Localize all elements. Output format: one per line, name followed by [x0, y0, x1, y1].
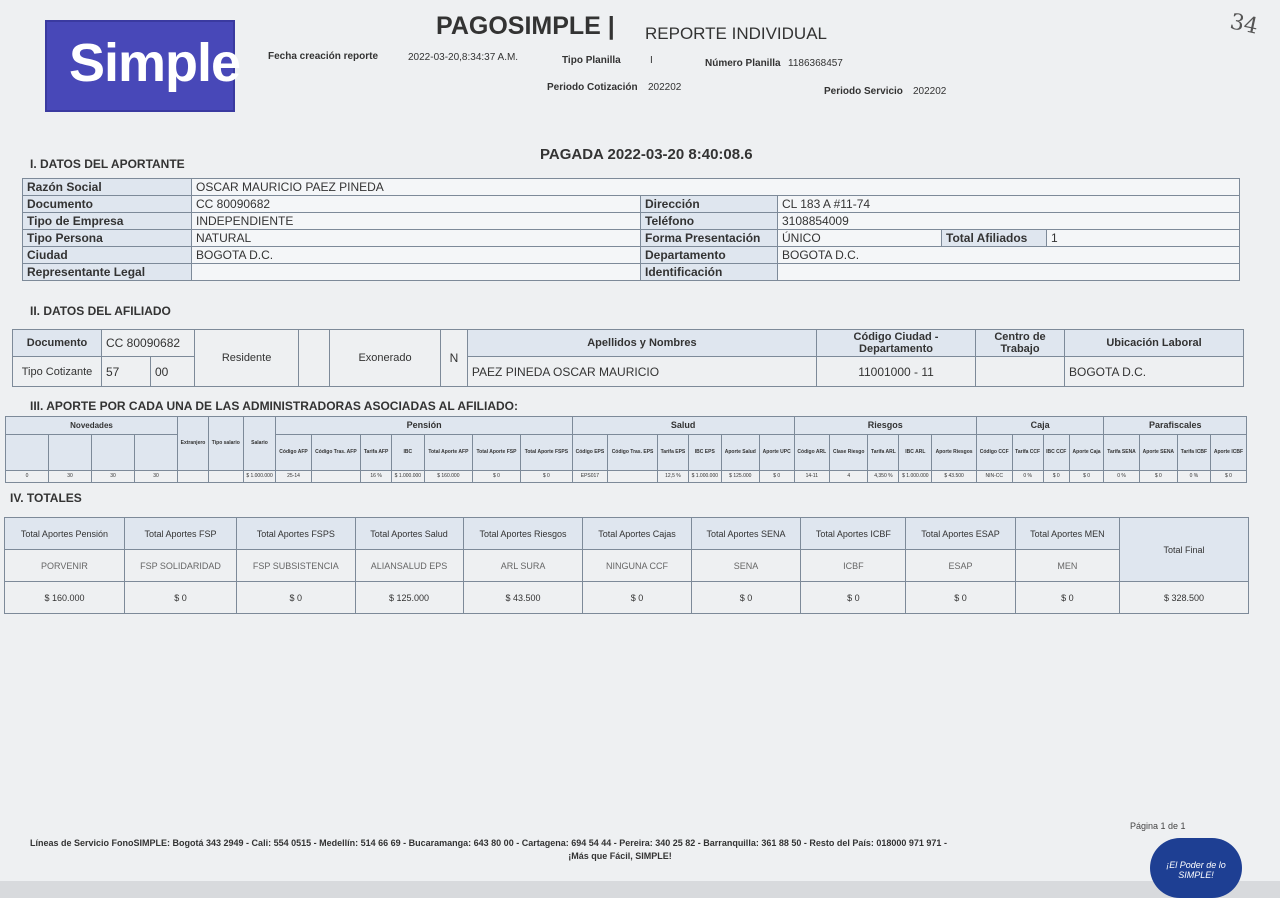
aporte-value-cell: $ 0 — [759, 471, 794, 483]
total-entity-cell: NINGUNA CCF — [583, 550, 691, 582]
aporte-header-cell: Total Aporte FSPS — [520, 435, 572, 471]
footer-lines-text: Líneas de Servicio FonoSIMPLE: Bogotá 343 2949 - Cali: 554 0515 - Medellín: 514 66 69 - Bucaramanga: 643 80 00 - Cartagena: 694 54 44 - Pereira: 340 25 82 - Barranquilla: 361 88 50 - Resto del País: 018000 971 971 - — [30, 838, 947, 848]
aporte-value-cell: 16 % — [361, 471, 392, 483]
total-value-cell: $ 0 — [124, 582, 236, 614]
tipo-persona-label: Tipo Persona — [23, 230, 192, 247]
aporte-value-cell: 0 % — [1178, 471, 1211, 483]
aportante-table — [22, 178, 1240, 281]
aporte-value-cell: 12,5 % — [658, 471, 689, 483]
aporte-header-cell: Aporte ICBF — [1210, 435, 1246, 471]
exonerado-value: N — [440, 330, 467, 387]
group-novedades: Novedades — [6, 417, 178, 435]
aporte-header-cell: IBC ARL — [899, 435, 932, 471]
aporte-value-cell: $ 0 — [472, 471, 520, 483]
novedades-col — [92, 435, 135, 471]
ubicacion-laboral-value: BOGOTA D.C. — [1065, 357, 1244, 387]
codigo-ciudad-label: Código Ciudad - Departamento — [817, 330, 976, 357]
total-header-cell: Total Aportes FSPS — [237, 518, 355, 550]
aporte-header-cell: Código Tras. AFP — [311, 435, 361, 471]
total-header-cell: Total Aportes ICBF — [801, 518, 906, 550]
periodo-servicio-label: Periodo Servicio — [824, 86, 903, 97]
aporte-header-cell: Tarifa EPS — [658, 435, 689, 471]
aporte-value-cell: $ 0 — [1210, 471, 1246, 483]
identificacion-value — [778, 264, 1240, 281]
ubicacion-laboral-label: Ubicación Laboral — [1065, 330, 1244, 357]
group-caja: Caja — [976, 417, 1104, 435]
aporte-value-cell: 0 % — [1104, 471, 1139, 483]
aporte-header-cell: Código EPS — [572, 435, 607, 471]
aporte-value-cell: $ 125.000 — [721, 471, 759, 483]
afiliado-documento-value: CC 80090682 — [102, 330, 195, 357]
aporte-value-cell: NIN-CC — [976, 471, 1012, 483]
tipo-empresa-value: INDEPENDIENTE — [192, 213, 641, 230]
report-title: PAGOSIMPLE | — [436, 12, 615, 40]
payment-status: PAGADA 2022-03-20 8:40:08.6 — [540, 146, 753, 163]
ciudad-value: BOGOTA D.C. — [192, 247, 641, 264]
total-entity-cell: ARL SURA — [463, 550, 583, 582]
tipo-salario-cell — [208, 471, 243, 483]
total-header-cell: Total Aportes Salud — [355, 518, 463, 550]
section-afiliado-title: II. DATOS DEL AFILIADO — [30, 304, 171, 318]
group-parafiscales: Parafiscales — [1104, 417, 1247, 435]
salario-cell: $ 1.000.000 — [243, 471, 276, 483]
page-number: Página 1 de 1 — [1130, 821, 1186, 831]
representante-label: Representante Legal — [23, 264, 192, 281]
aporte-value-cell: $ 1.000.000 — [899, 471, 932, 483]
aporte-value-cell: 4 — [829, 471, 867, 483]
fecha-label: Fecha creación reporte — [268, 51, 379, 62]
tipo-cotizante-value: 57 — [102, 357, 151, 387]
section-aportes-title: III. APORTE POR CADA UNA DE LAS ADMINISTRADORAS ASOCIADAS AL AFILIADO: — [30, 399, 519, 413]
centro-trabajo-label: Centro de Trabajo — [976, 330, 1065, 357]
dias-cell: 0 — [6, 471, 49, 483]
aporte-header-cell: IBC — [391, 435, 424, 471]
razon-social-label: Razón Social — [23, 179, 192, 196]
total-header-cell: Total Aportes SENA — [691, 518, 801, 550]
codigo-ciudad-value: 11001000 - 11 — [817, 357, 976, 387]
aporte-header-cell: Código Tras. EPS — [608, 435, 658, 471]
aporte-header-cell: Total Aporte AFP — [424, 435, 472, 471]
section-totales-title: IV. TOTALES — [10, 491, 82, 505]
departamento-value: BOGOTA D.C. — [778, 247, 1240, 264]
aporte-header-cell: Código ARL — [794, 435, 829, 471]
aporte-value-cell: $ 0 — [1043, 471, 1069, 483]
residente-value — [299, 330, 330, 387]
dias-cell: 30 — [49, 471, 92, 483]
afiliado-table — [12, 329, 1244, 387]
total-value-cell: $ 125.000 — [355, 582, 463, 614]
total-afiliados-label: Total Afiliados — [942, 230, 1047, 247]
documento-label: Documento — [23, 196, 192, 213]
aporte-value-cell: $ 43.500 — [932, 471, 977, 483]
total-value-cell: $ 43.500 — [463, 582, 583, 614]
handwritten-number: 34 — [1227, 9, 1261, 40]
simple-badge — [1150, 838, 1242, 898]
identificacion-label: Identificación — [641, 264, 778, 281]
group-riesgos: Riesgos — [794, 417, 976, 435]
total-entity-cell: ESAP — [906, 550, 1015, 582]
total-value-cell: $ 0 — [583, 582, 691, 614]
total-entity-cell: FSP SUBSISTENCIA — [237, 550, 355, 582]
razon-social-value: OSCAR MAURICIO PAEZ PINEDA — [192, 179, 1240, 196]
telefono-value: 3108854009 — [778, 213, 1240, 230]
direccion-value: CL 183 A #11-74 — [778, 196, 1240, 213]
extranjero-cell — [178, 471, 209, 483]
group-salario: Salario — [243, 417, 276, 471]
representante-value — [192, 264, 641, 281]
group-extranjero: Extranjero — [178, 417, 209, 471]
aporte-value-cell: EPS017 — [572, 471, 607, 483]
aporte-header-cell: Aporte Salud — [721, 435, 759, 471]
simple-logo — [45, 20, 241, 112]
tipo-planilla-value: I — [650, 55, 653, 66]
tipo-planilla-label: Tipo Planilla — [562, 55, 621, 66]
novedades-col — [135, 435, 178, 471]
aporte-header-cell: Tarifa ICBF — [1178, 435, 1211, 471]
total-value-cell: $ 0 — [237, 582, 355, 614]
total-header-cell: Total Aportes Pensión — [5, 518, 125, 550]
residente-label: Residente — [195, 330, 299, 387]
total-value-cell: $ 0 — [906, 582, 1015, 614]
periodo-servicio-value: 202202 — [913, 86, 947, 97]
aporte-value-cell: 0 % — [1012, 471, 1043, 483]
total-entity-cell: ALIANSALUD EPS — [355, 550, 463, 582]
total-value-cell: $ 0 — [1015, 582, 1119, 614]
exonerado-label: Exonerado — [330, 330, 441, 387]
aporte-value-cell: $ 0 — [1139, 471, 1177, 483]
total-entity-cell: PORVENIR — [5, 550, 125, 582]
tipo-empresa-label: Tipo de Empresa — [23, 213, 192, 230]
centro-trabajo-value — [976, 357, 1065, 387]
total-entity-cell: SENA — [691, 550, 801, 582]
aporte-header-cell: Tarifa CCF — [1012, 435, 1043, 471]
total-header-cell: Total Aportes MEN — [1015, 518, 1119, 550]
aporte-value-cell: 4,350 % — [868, 471, 899, 483]
total-header-cell: Total Aportes Cajas — [583, 518, 691, 550]
aporte-value-cell: 25-14 — [276, 471, 311, 483]
tipo-persona-value: NATURAL — [192, 230, 641, 247]
subtipo-value: 00 — [151, 357, 195, 387]
aporte-header-cell: Aporte SENA — [1139, 435, 1177, 471]
total-value-cell: $ 0 — [801, 582, 906, 614]
group-salud: Salud — [572, 417, 794, 435]
dias-cell: 30 — [135, 471, 178, 483]
nombres-value: PAEZ PINEDA OSCAR MAURICIO — [467, 357, 816, 387]
aporte-header-cell: Aporte Riesgos — [932, 435, 977, 471]
novedades-col — [6, 435, 49, 471]
total-final-label: Total Final — [1120, 518, 1249, 582]
forma-presentacion-label: Forma Presentación — [641, 230, 778, 247]
afiliado-documento-label: Documento — [13, 330, 102, 357]
telefono-label: Teléfono — [641, 213, 778, 230]
aporte-value-cell — [311, 471, 361, 483]
aporte-header-cell: Código AFP — [276, 435, 311, 471]
total-entity-cell: ICBF — [801, 550, 906, 582]
nombres-label: Apellidos y Nombres — [467, 330, 816, 357]
numero-planilla-value: 1186368457 — [788, 58, 843, 69]
aporte-header-cell: Aporte Caja — [1069, 435, 1104, 471]
total-header-cell: Total Aportes FSP — [124, 518, 236, 550]
aporte-header-cell: Tarifa ARL — [868, 435, 899, 471]
periodo-cotizacion-label: Periodo Cotización — [547, 82, 638, 93]
aportes-table — [5, 416, 1247, 483]
group-pension: Pensión — [276, 417, 572, 435]
total-value-cell: $ 160.000 — [5, 582, 125, 614]
footer-service-lines — [30, 838, 1230, 861]
total-entity-cell: MEN — [1015, 550, 1119, 582]
aporte-value-cell: 14-11 — [794, 471, 829, 483]
forma-presentacion-value: ÚNICO — [778, 230, 942, 247]
novedades-col — [49, 435, 92, 471]
tipo-cotizante-label: Tipo Cotizante — [13, 357, 102, 387]
section-aportante-title: I. DATOS DEL APORTANTE — [30, 157, 185, 171]
total-afiliados-value: 1 — [1047, 230, 1240, 247]
total-entity-cell: FSP SOLIDARIDAD — [124, 550, 236, 582]
aporte-header-cell: Clase Riesgo — [829, 435, 867, 471]
aporte-value-cell: $ 0 — [1069, 471, 1104, 483]
aporte-value-cell: $ 160.000 — [424, 471, 472, 483]
aporte-value-cell: $ 1.000.000 — [688, 471, 721, 483]
aporte-header-cell: Tarifa SENA — [1104, 435, 1139, 471]
badge-text: ¡El Poder de lo SIMPLE! — [1166, 860, 1226, 880]
report-subtitle: REPORTE INDIVIDUAL — [645, 24, 828, 43]
aporte-header-cell: IBC CCF — [1043, 435, 1069, 471]
aporte-header-cell: IBC EPS — [688, 435, 721, 471]
direccion-label: Dirección — [641, 196, 778, 213]
aporte-value-cell — [608, 471, 658, 483]
footer-slogan: ¡Más que Fácil, SIMPLE! — [568, 851, 672, 861]
aporte-value-cell: $ 0 — [520, 471, 572, 483]
documento-value: CC 80090682 — [192, 196, 641, 213]
aporte-header-cell: Aporte UPC — [759, 435, 794, 471]
dias-cell: 30 — [92, 471, 135, 483]
logo-text: Simple — [69, 33, 241, 93]
total-header-cell: Total Aportes Riesgos — [463, 518, 583, 550]
total-final-value: $ 328.500 — [1120, 582, 1249, 614]
numero-planilla-label: Número Planilla — [705, 58, 781, 69]
total-header-cell: Total Aportes ESAP — [906, 518, 1015, 550]
aporte-header-cell: Código CCF — [976, 435, 1012, 471]
aporte-header-cell: Total Aporte FSP — [472, 435, 520, 471]
departamento-label: Departamento — [641, 247, 778, 264]
fecha-value: 2022-03-20,8:34:37 A.M. — [408, 52, 519, 63]
aporte-header-cell: Tarifa AFP — [361, 435, 392, 471]
group-tipo-salario: Tipo salario — [208, 417, 243, 471]
total-value-cell: $ 0 — [691, 582, 801, 614]
aporte-value-cell: $ 1.000.000 — [391, 471, 424, 483]
totales-table — [4, 517, 1249, 614]
periodo-cotizacion-value: 202202 — [648, 82, 682, 93]
ciudad-label: Ciudad — [23, 247, 192, 264]
